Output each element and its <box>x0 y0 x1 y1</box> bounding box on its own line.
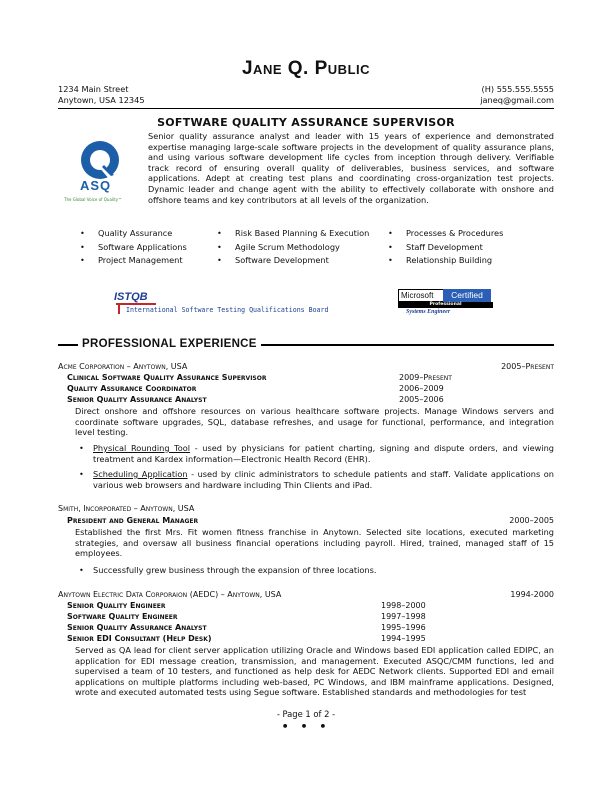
job3-role-1: Senior Quality Engineer <box>67 601 166 610</box>
job1-role-2: Quality Assurance Coordinator <box>67 384 197 393</box>
job2-bullet: • Successfully grew business through the expansion of three locations. <box>79 565 377 575</box>
continuation-dots: • • • <box>281 720 331 733</box>
job2-role: President and General Manager <box>67 516 199 525</box>
skills-column-3 <box>388 227 503 268</box>
page-number: - Page 1 of 2 - <box>276 709 336 719</box>
job3-role-1-dates: 1998–2000 <box>381 601 426 610</box>
job3-role-4-dates: 1994–1995 <box>381 634 426 643</box>
header-divider <box>58 108 554 109</box>
skill-item: • Quality Assurance <box>80 228 173 238</box>
job1-description: Direct onshore and offshore resources on various healthcare software projects. Manage Windows servers and coordinate software upgrades, SQL, database refreshes, and usage for functional, performance, and integration level testing. <box>75 406 554 438</box>
skill-item: • Project Management <box>80 255 183 265</box>
job1-company: Acme Corporation – Anytown, USA <box>58 362 188 371</box>
skills-column-2 <box>217 227 369 268</box>
job3-role-2: Software Quality Engineer <box>67 612 178 621</box>
email-address: janeq@gmail.com <box>480 95 554 105</box>
job3-role-3-dates: 1995–1996 <box>381 623 426 632</box>
job3-company: Anytown Electric Data Corporaion (AEDC) – Anytown, USA <box>58 590 282 599</box>
resume-title: SOFTWARE QUALITY ASSURANCE SUPERVISOR <box>157 116 455 129</box>
job3-role-3: Senior Quality Assurance Analyst <box>67 623 207 632</box>
street-address: 1234 Main Street <box>58 84 129 94</box>
istqb-text: ISTQB <box>114 291 148 303</box>
job2-dates: 2000–2005 <box>509 516 554 525</box>
job2-company: Smith, Incorporated – Anytown, USA <box>58 504 195 513</box>
professional-summary: Senior quality assurance analyst and leader with 15 years of experience and demonstrated expertise managing large-scale software projects in the development of quality assurance plans, and using various software development life cycles from inception through delivery. Verifiable track record of ensuring overall quality of deliverables, business services, and software applications. Adept at creating test plans and coordinating cross-organization test projects. Dynamic leader and change agent with the ability to effectively collaborate with onshore and offshore teams and key contributors at all levels of the organization. <box>148 131 554 205</box>
ms-professional-band: Professional <box>398 302 493 308</box>
job1-bullet-1-label: Physical Rounding Tool <box>93 443 191 453</box>
job1-bullet-2-label: Scheduling Application <box>93 469 188 479</box>
skill-item: • Staff Development <box>388 241 483 252</box>
job1-bullet-2: • Scheduling Application - used by clinic administrators to schedule patients and staff. Validate applications on various web browsers and hardware including Thin Clients and iPad. <box>79 469 554 490</box>
job3-role-4: Senior EDI Consultant (Help Desk) <box>67 634 212 643</box>
skill-item: • Risk Based Planning & Execution <box>217 228 370 238</box>
istqb-red-tick <box>118 305 120 314</box>
job2-description: Established the first Mrs. Fit women fitness franchise in Anytown. Selected site locations, executed marketing strategies, and oversaw all business financial operations including payroll. Hired, trained, managed staff of 15 employees. <box>75 527 554 559</box>
job1-role-3-dates: 2005–2006 <box>399 395 444 404</box>
section-title: PROFESSIONAL EXPERIENCE <box>78 338 261 350</box>
microsoft-certified-logo <box>398 289 498 319</box>
candidate-name: Jane Q. Public <box>241 58 371 79</box>
job1-role-1: Clinical Software Quality Assurance Supervisor <box>67 373 267 382</box>
asq-logo <box>64 138 132 210</box>
istqb-subtitle: International Software Testing Qualifications Board <box>126 306 329 314</box>
skills-column-1 <box>80 227 187 268</box>
asq-tagline: The Global Voice of Quality™ <box>64 197 123 202</box>
job1-role-2-dates: 2006–2009 <box>399 384 444 393</box>
city-address: Anytown, USA 12345 <box>58 95 145 105</box>
ms-left-box: Microsoft <box>398 289 444 302</box>
istqb-logo <box>114 291 344 319</box>
job3-dates: 1994-2000 <box>510 590 554 599</box>
ms-systems-engineer: Systems Engineer <box>406 309 451 315</box>
job1-role-3: Senior Quality Assurance Analyst <box>67 395 207 404</box>
job3-description: Served as QA lead for client server application utilizing Oracle and Windows based EDI application called EDIPC, an application for EDI message creation, transmission, and management. Executed ASQC/CMM functions, led and supervised a team of 10 testers, and functioned as help desk for AEDC Network clients. Supported EDI and email applications on multiple platforms including web-based, PC Windows, and IBM mainframe applications. Designed, wrote and executed automated tests using Segue software. Established standards and methodologies for test <box>75 645 554 698</box>
istqb-red-bar <box>116 303 156 305</box>
skill-item: • Relationship Building <box>388 255 493 265</box>
skill-item: • Processes & Procedures <box>388 228 504 238</box>
ms-right-box: Certified <box>443 289 491 302</box>
skill-item: • Software Development <box>217 255 329 265</box>
phone-number: (H) 555.555.5555 <box>481 84 554 94</box>
job1-role-1-dates: 2009–Present <box>399 373 452 382</box>
job1-bullet-1: • Physical Rounding Tool - used by physicians for patient charting, signing and dispute orders, and viewing treatment and Kardex information—Electronic Health Record (EHR). <box>79 443 554 464</box>
job1-dates: 2005–Present <box>501 362 554 371</box>
skill-item: • Software Applications <box>80 241 187 252</box>
section-heading-experience <box>58 338 554 352</box>
skill-item: • Agile Scrum Methodology <box>217 241 340 252</box>
job3-role-2-dates: 1997–1998 <box>381 612 426 621</box>
asq-text: ASQ <box>80 178 112 193</box>
